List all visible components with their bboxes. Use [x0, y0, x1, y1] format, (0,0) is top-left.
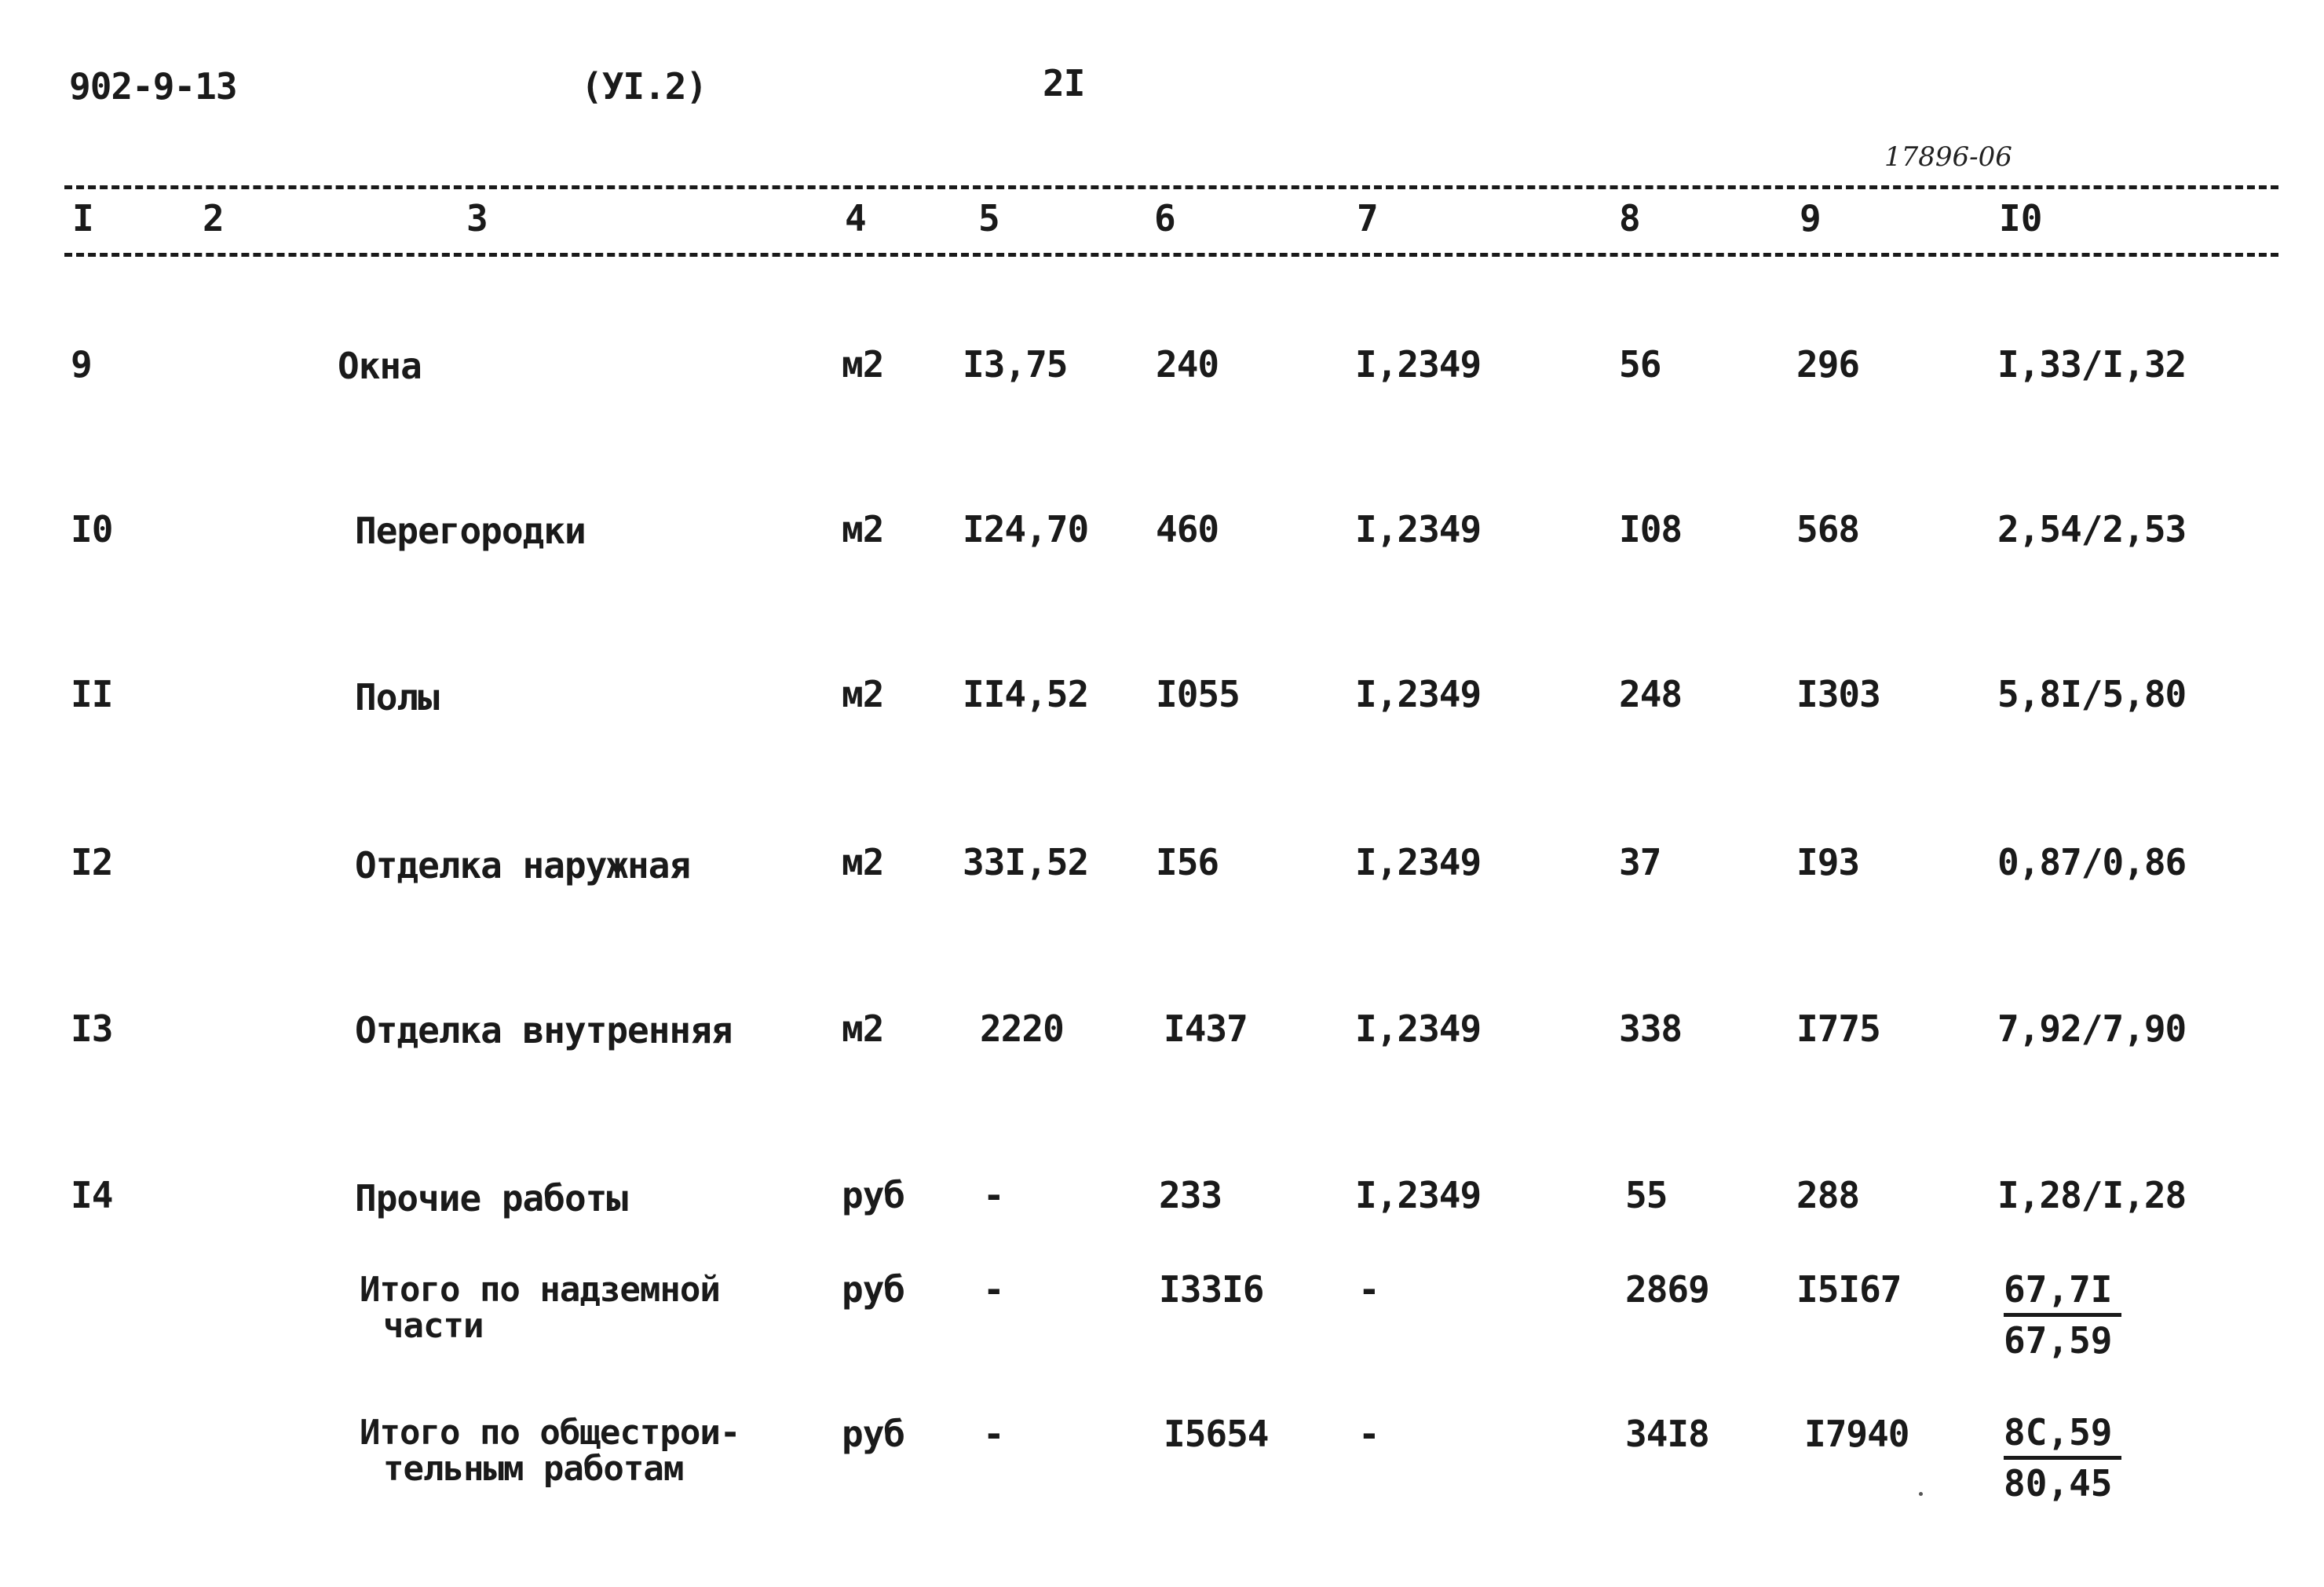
column-header-10: I0 [1999, 197, 2043, 240]
header-bottom-rule [64, 253, 2278, 257]
total-quantity: - [983, 1413, 1004, 1455]
section-code: (УI.2) [581, 65, 707, 108]
fraction-numerator: 8C,59 [2004, 1410, 2121, 1460]
total-label-line1: Итого по общестрои- [360, 1413, 740, 1453]
row-col6: 460 [1156, 508, 1219, 550]
row-col8: 55 [1625, 1174, 1668, 1216]
row-col9: I93 [1796, 841, 1860, 883]
row-number: I2 [71, 841, 113, 883]
row-number: I3 [71, 1007, 113, 1050]
row-col9: 288 [1796, 1174, 1860, 1216]
row-unit: м2 [842, 1007, 884, 1050]
column-header-2: 2 [203, 197, 225, 240]
row-col7: I,2349 [1355, 841, 1482, 883]
row-name: Отделка наружная [355, 844, 691, 887]
handwritten-code: 17896-06 [1884, 141, 2012, 173]
fraction-denominator: 67,59 [2004, 1319, 2113, 1362]
row-col9: I303 [1796, 673, 1880, 715]
fraction-denominator: 80,45 [2004, 1462, 2113, 1505]
column-header-6: 6 [1154, 197, 1176, 240]
total-label-line2: тельным работам [383, 1449, 684, 1489]
column-header-4: 4 [845, 197, 867, 240]
total-col7: - [1358, 1413, 1379, 1455]
row-col7: I,2349 [1355, 508, 1482, 550]
row-quantity: II4,52 [963, 673, 1089, 715]
total-col6: I33I6 [1159, 1268, 1264, 1311]
row-col8: 248 [1619, 673, 1683, 715]
fraction-numerator: 67,7I [2004, 1267, 2121, 1317]
row-col9: 296 [1796, 343, 1860, 386]
row-name: Прочие работы [355, 1177, 628, 1220]
column-header-5: 5 [978, 197, 1000, 240]
row-quantity: I3,75 [963, 343, 1068, 386]
row-col6: I56 [1156, 841, 1219, 883]
row-unit: м2 [842, 841, 884, 883]
row-col6: 240 [1156, 343, 1219, 386]
row-unit: м2 [842, 343, 884, 386]
column-header-3: 3 [466, 197, 488, 240]
row-unit: м2 [842, 673, 884, 715]
total-col9: I7940 [1804, 1413, 1909, 1455]
row-quantity: 2220 [980, 1007, 1064, 1050]
row-quantity: 33I,52 [963, 841, 1089, 883]
row-col7: I,2349 [1355, 1174, 1482, 1216]
total-quantity: - [983, 1268, 1004, 1311]
row-quantity: I24,70 [963, 508, 1089, 550]
header-top-rule [64, 185, 2278, 189]
row-col6: I055 [1156, 673, 1240, 715]
row-col9: I775 [1796, 1007, 1880, 1050]
row-col10: 5,8I/5,80 [1997, 673, 2187, 715]
row-col10: 2,54/2,53 [1997, 508, 2187, 550]
total-label-line2: части [383, 1306, 484, 1346]
doc-code: 902-9-13 [69, 65, 237, 108]
row-col10: I,28/I,28 [1997, 1174, 2187, 1216]
row-name: Перегородки [355, 510, 586, 552]
total-label [360, 1272, 720, 1344]
row-name: Полы [355, 676, 439, 719]
row-number: 9 [71, 343, 92, 386]
total-col9: I5I67 [1796, 1268, 1902, 1311]
row-col8: 37 [1619, 841, 1661, 883]
column-header-9: 9 [1800, 197, 1822, 240]
row-col8: 56 [1619, 343, 1661, 386]
row-name: Отделка внутренняя [355, 1009, 733, 1051]
row-col6: 233 [1159, 1174, 1222, 1216]
row-col10: 7,92/7,90 [1997, 1007, 2187, 1050]
row-number: I0 [71, 508, 113, 550]
row-col7: I,2349 [1355, 343, 1482, 386]
page-number: 2I [1043, 62, 1085, 104]
total-label-line1: Итого по надземной [360, 1270, 720, 1310]
total-col10-fraction [2004, 1267, 2121, 1362]
total-unit: руб [842, 1413, 905, 1455]
total-unit: руб [842, 1268, 905, 1311]
row-name: Окна [338, 345, 422, 387]
row-unit: м2 [842, 508, 884, 550]
column-header-8: 8 [1619, 197, 1641, 240]
total-col6: I5654 [1164, 1413, 1269, 1455]
scan-speck [1919, 1492, 1923, 1496]
row-col7: I,2349 [1355, 673, 1482, 715]
row-col8: 338 [1619, 1007, 1683, 1050]
total-col7: - [1358, 1268, 1379, 1311]
row-col9: 568 [1796, 508, 1860, 550]
total-col8: 34I8 [1625, 1413, 1709, 1455]
total-label [360, 1415, 740, 1487]
row-col6: I437 [1164, 1007, 1248, 1050]
row-col10: I,33/I,32 [1997, 343, 2187, 386]
row-col7: I,2349 [1355, 1007, 1482, 1050]
row-col8: I08 [1619, 508, 1683, 550]
column-header-7: 7 [1357, 197, 1379, 240]
column-header-1: I [72, 197, 94, 240]
total-col8: 2869 [1625, 1268, 1709, 1311]
row-quantity: - [983, 1174, 1004, 1216]
row-col10: 0,87/0,86 [1997, 841, 2187, 883]
row-unit: руб [842, 1174, 905, 1216]
row-number: II [71, 673, 113, 715]
total-col10-fraction [2004, 1410, 2121, 1505]
row-number: I4 [71, 1174, 113, 1216]
